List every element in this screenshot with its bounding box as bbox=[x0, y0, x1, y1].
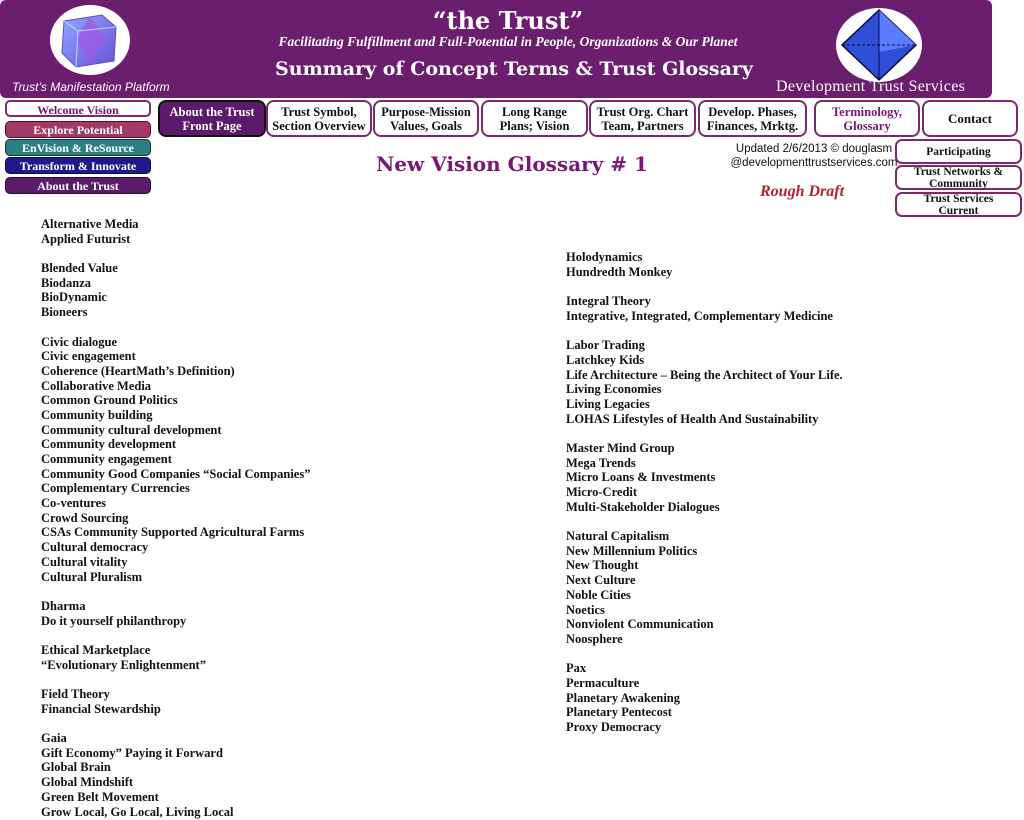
glossary-term: Life Architecture – Being the Architect of Your Life. bbox=[566, 367, 843, 382]
glossary-term: Community cultural development bbox=[41, 422, 222, 437]
tab-label-line1: Trust Symbol, bbox=[281, 104, 357, 119]
tab-about-front-page[interactable] bbox=[158, 100, 266, 137]
glossary-term: Master Mind Group bbox=[566, 440, 675, 455]
list-gap bbox=[41, 716, 310, 731]
draft-status: Rough Draft bbox=[760, 183, 845, 200]
tab-purpose-mission[interactable] bbox=[373, 100, 479, 137]
glossary-term: Grow Local, Go Local, Living Local bbox=[41, 804, 234, 819]
glossary-term: Financial Stewardship bbox=[41, 701, 161, 716]
glossary-term: New Thought bbox=[566, 558, 639, 573]
glossary-term: Noble Cities bbox=[566, 587, 631, 602]
glossary-term: Bioneers bbox=[41, 305, 88, 320]
platform-label: Trust’s Manifestation Platform bbox=[12, 80, 170, 94]
list-gap bbox=[41, 672, 310, 687]
terms-list-left bbox=[41, 217, 310, 819]
tab-develop-phases[interactable] bbox=[698, 100, 807, 137]
glossary-term: Alternative Media bbox=[41, 217, 139, 231]
glossary-term: Crowd Sourcing bbox=[41, 510, 129, 525]
glossary-term: BioDynamic bbox=[41, 290, 107, 305]
updated-line1: Updated 2/6/2013 © douglasm bbox=[735, 143, 893, 155]
glossary-term: Community building bbox=[41, 407, 153, 422]
glossary-term: Living Legacies bbox=[566, 396, 650, 411]
glossary-term: Gift Economy” Paying it Forward bbox=[41, 745, 223, 760]
glossary-term: Hundredth Monkey bbox=[566, 264, 673, 279]
list-gap bbox=[566, 323, 843, 338]
glossary-term: Collaborative Media bbox=[41, 378, 152, 393]
glossary-term: Integrative, Integrated, Complementary Medicine bbox=[566, 308, 833, 323]
glossary-term: Community Good Companies “Social Companies” bbox=[41, 466, 311, 481]
glossary-term: Field Theory bbox=[41, 687, 110, 701]
glossary-term: Community engagement bbox=[41, 452, 172, 466]
glossary-term: Noetics bbox=[566, 602, 605, 617]
updated-note bbox=[730, 142, 898, 170]
tab-trust-symbol[interactable] bbox=[266, 100, 372, 137]
list-gap bbox=[566, 426, 843, 441]
updated-line2: @developmenttrustservices.com bbox=[730, 157, 898, 169]
tab-label-line1: About the Trust bbox=[169, 104, 255, 119]
tab-terminology-glossary[interactable] bbox=[814, 100, 920, 137]
glossary-term: Noosphere bbox=[566, 631, 623, 646]
glossary-term: Labor Trading bbox=[566, 338, 645, 353]
brand-label: Development Trust Services bbox=[776, 78, 966, 95]
tab-label-line1: Participating bbox=[926, 145, 991, 158]
glossary-term: Civic engagement bbox=[41, 349, 136, 364]
glossary-term: Community development bbox=[41, 437, 177, 452]
glossary-term: Green Belt Movement bbox=[41, 789, 159, 804]
glossary-term: Biodanza bbox=[41, 275, 92, 290]
nav-explore-potential[interactable]: Explore Potential bbox=[5, 121, 151, 138]
list-gap bbox=[566, 279, 843, 294]
tab-trust-services[interactable] bbox=[895, 192, 1022, 217]
tab-label-line1: Long Range bbox=[502, 104, 567, 119]
glossary-term: Pax bbox=[566, 661, 587, 676]
glossary-term: Mega Trends bbox=[566, 455, 636, 470]
glossary-term: Blended Value bbox=[41, 261, 118, 276]
glossary-term: Common Ground Politics bbox=[41, 393, 178, 408]
tab-contact[interactable] bbox=[922, 100, 1018, 137]
glossary-term: Integral Theory bbox=[566, 294, 651, 309]
nav-transform-innovate[interactable]: Transform & Innovate bbox=[5, 157, 151, 174]
tab-long-range-plans[interactable] bbox=[481, 100, 588, 137]
glossary-term: Gaia bbox=[41, 731, 67, 746]
glossary-term: New Millennium Politics bbox=[566, 543, 698, 558]
glossary-term: “Evolutionary Enlightenment” bbox=[41, 657, 206, 672]
nav-about-the-trust[interactable]: About the Trust bbox=[5, 177, 151, 194]
glossary-term: Coherence (HeartMath’s Definition) bbox=[41, 363, 235, 378]
tab-label-line1: Purpose-Mission bbox=[381, 104, 471, 119]
glossary-term: LOHAS Lifestyles of Health And Sustainability bbox=[566, 411, 819, 426]
glossary-term: Holodynamics bbox=[566, 250, 643, 264]
glossary-term: Applied Futurist bbox=[41, 231, 131, 246]
list-gap bbox=[41, 584, 310, 599]
glossary-term: Micro Loans & Investments bbox=[566, 470, 716, 485]
glossary-term: Dharma bbox=[41, 598, 86, 613]
tab-participating[interactable] bbox=[895, 139, 1022, 164]
nav-welcome-vision[interactable]: Welcome Vision bbox=[5, 100, 151, 117]
glossary-term: CSAs Community Supported Agricultural Farms bbox=[41, 525, 305, 540]
tab-label-line1: Trust Networks & bbox=[913, 165, 1004, 178]
nav-envision-resource[interactable]: EnVision & ReSource bbox=[5, 139, 151, 156]
glossary-title: New Vision Glossary # 1 bbox=[376, 152, 648, 176]
list-gap bbox=[566, 647, 843, 662]
glossary-term: Nonviolent Communication bbox=[566, 617, 714, 632]
tab-label-line2: Section Overview bbox=[272, 118, 366, 133]
tab-org-chart[interactable] bbox=[589, 100, 696, 137]
tab-label-line2: Current bbox=[938, 204, 979, 217]
glossary-term: Living Economies bbox=[566, 382, 662, 397]
glossary-term: Multi-Stakeholder Dialogues bbox=[566, 499, 720, 514]
glossary-term: Civic dialogue bbox=[41, 334, 118, 349]
glossary-term: Planetary Awakening bbox=[566, 690, 681, 705]
list-gap bbox=[41, 628, 310, 643]
list-gap bbox=[566, 514, 843, 529]
tab-label-line2: Finances, Mrktg. bbox=[706, 118, 799, 133]
tab-label-line1: Terminology, bbox=[831, 104, 903, 119]
glossary-term: Ethical Marketplace bbox=[41, 642, 151, 657]
glossary-term: Complementary Currencies bbox=[41, 481, 190, 496]
tab-label-line1: Trust Services bbox=[923, 192, 994, 205]
tab-label-line2: Team, Partners bbox=[601, 118, 684, 133]
tab-label-line2: Community bbox=[929, 177, 988, 190]
tab-trust-networks[interactable] bbox=[895, 165, 1022, 190]
glossary-term: Proxy Democracy bbox=[566, 720, 662, 734]
tab-label-line2: Plans; Vision bbox=[499, 118, 570, 133]
tab-label-line1: Trust Org. Chart bbox=[596, 104, 689, 119]
glossary-term: Cultural Pluralism bbox=[41, 569, 143, 584]
glossary-term: Cultural democracy bbox=[41, 540, 149, 555]
list-gap bbox=[41, 246, 310, 261]
tab-label-line1: Contact bbox=[947, 110, 993, 126]
glossary-term: Global Brain bbox=[41, 760, 111, 775]
glossary-term: Micro-Credit bbox=[566, 485, 638, 499]
terms-list-right bbox=[566, 250, 843, 735]
tab-label-line2: Glossary bbox=[843, 118, 891, 133]
glossary-term: Permaculture bbox=[566, 675, 640, 690]
glossary-term: Planetary Pentecost bbox=[566, 705, 672, 720]
glossary-term: Do it yourself philanthropy bbox=[41, 613, 187, 628]
page-heading: Summary of Concept Terms & Trust Glossary bbox=[275, 58, 753, 80]
glossary-term: Latchkey Kids bbox=[566, 352, 645, 367]
site-tagline: Facilitating Fulfillment and Full-Potential in People, Organizations & Our Planet bbox=[278, 34, 738, 49]
glossary-term: Next Culture bbox=[566, 573, 636, 588]
glossary-term: Cultural vitality bbox=[41, 554, 128, 569]
list-gap bbox=[41, 320, 310, 335]
glossary-term: Natural Capitalism bbox=[566, 529, 670, 544]
tab-label-line2: Front Page bbox=[182, 118, 242, 133]
tab-label-line2: Values, Goals bbox=[390, 118, 462, 133]
glossary-term: Co-ventures bbox=[41, 496, 107, 511]
glossary-term: Global Mindshift bbox=[41, 775, 134, 790]
site-title: “the Trust” bbox=[432, 6, 584, 35]
tab-label-line1: Develop. Phases, bbox=[708, 104, 797, 119]
